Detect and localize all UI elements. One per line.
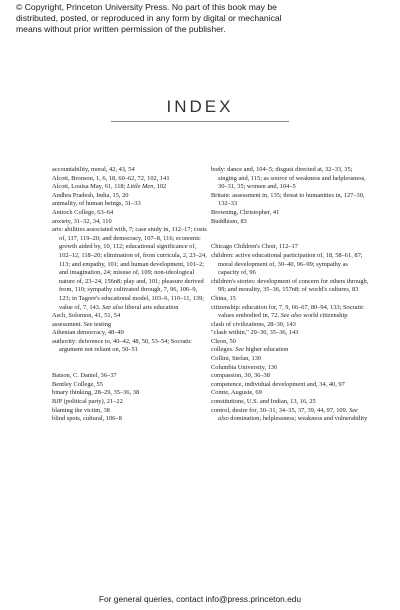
copyright-notice — [16, 2, 388, 35]
index-entry — [52, 175, 210, 184]
index-entry — [52, 209, 210, 218]
index-entry — [52, 192, 210, 201]
copyright-line-2: distributed, posted, or reproduced in any form by digital or mechanical — [16, 13, 282, 23]
index-entry-text: Antioch College, 63–64 — [52, 208, 114, 216]
index-entry — [52, 372, 210, 381]
index-entry-text: binary thinking, 28–29, 35–36, 38 — [52, 389, 140, 397]
index-entry — [52, 200, 210, 209]
index-entry — [52, 321, 210, 330]
index-entry-text: higher education — [244, 346, 289, 354]
index-entry-text: colleges. — [211, 346, 236, 354]
index-entry-text: constitutions, U.S. and Indian, 13, 16, 25 — [211, 398, 316, 406]
index-entry — [211, 252, 369, 278]
index-entry-text: authority: deference to, 40–42, 48, 50, 53–54; Socratic argument not reliant on, 50–51 — [52, 337, 192, 354]
index-entry — [211, 381, 369, 390]
index-entry — [211, 338, 369, 347]
index-entry — [211, 295, 369, 304]
index-entry-text: children: active educational participation of, 18, 58–61, 87; moral development of, 30–40, 96–99; sympathy as capacity of, 96 — [211, 251, 363, 277]
index-entry-text: China, 15 — [211, 294, 236, 302]
index-entry-text: compassion, 30, 36–38 — [211, 372, 270, 380]
title-rule — [111, 121, 289, 122]
index-entry-text: Collini, Stefan, 130 — [211, 355, 262, 363]
index-section-gap — [211, 226, 369, 243]
page-title: INDEX — [166, 97, 234, 116]
index-entry — [211, 407, 369, 424]
index-entry-text: arts: abilities associated with, 7; case study in, 112–17; costs of, 117, 119–20; and democracy, 107–8, 116; economic growth aided by, 10, 112; educational significance of, 102–12, 118–20; elimination of, from curricula, 2, 23–24, 113; and empathy, 101; and human development, 101–2; and imagination, 24; misuse of, 109; non-ideological nature of, 23–24, 156n8; play and, 101; pleasure derived from, 110; sympathy cultivated through, 7, 96, 106–9, 123; in Tagore's educational model, 103–6, 110–11, 139; value of, 7, 143. — [52, 226, 207, 311]
index-entry — [52, 312, 210, 321]
index-entry-italic: See — [83, 320, 93, 328]
index-entry — [211, 321, 369, 330]
index-entry-text: assessment. — [52, 320, 84, 328]
index-entry — [52, 389, 210, 398]
index-entry-text: body: dance and, 104–5; disgust directed at, 32–33, 35; singing and, 115; as source of weakness and helplessness, 30–31, 35; women and, 104–5 — [211, 166, 366, 191]
footer-contact: For general queries, contact info@press.princeton.edu — [98, 594, 302, 604]
index-entry-text: Batson, C. Daniel, 36–37 — [52, 372, 117, 380]
index-entry — [52, 381, 210, 390]
index-entry-italic: See also — [102, 303, 124, 311]
index-entry-text: , 102 — [153, 183, 167, 191]
index-entry — [211, 304, 369, 321]
index-entry-italic: See also — [280, 312, 302, 320]
index-entry-text: blind spots, cultural, 106–8 — [52, 415, 122, 423]
index-entry — [52, 166, 210, 175]
index-entry-text: Alcott, Bronson, 1, 6, 18, 60–62, 72, 102, 141 — [52, 174, 170, 182]
index-entry-text: children's stories: development of concern for others through, 99; and morality, 35–36, 157n8; of world's cultures, 83 — [211, 277, 369, 294]
index-entry-italic: See — [235, 346, 245, 354]
index-entry — [52, 329, 210, 338]
index-entry-text: Athenian democracy, 48–49 — [52, 329, 124, 337]
index-entry-text: Browning, Christopher, 41 — [211, 208, 280, 216]
index-entry — [211, 278, 369, 295]
index-entry-text: Asch, Solomon, 41, 51, 54 — [52, 312, 121, 320]
index-entry — [52, 415, 210, 424]
index-entry-text: accountability, moral, 42, 43, 54 — [52, 166, 135, 173]
index-entry-text: Andhra Pradesh, India, 15, 20 — [52, 191, 129, 199]
index-entry-italic: See also — [218, 406, 358, 423]
index-entry — [211, 209, 369, 218]
index-entry-text: Columbia University, 136 — [211, 363, 278, 371]
index-entry-text: domination; helplessness; weakness and vulnerability — [228, 415, 368, 423]
index-entry — [211, 329, 369, 338]
copyright-line-1: © Copyright, Princeton University Press. No part of this book may be — [16, 2, 277, 12]
index-entry — [52, 183, 210, 192]
index-entry — [211, 166, 369, 192]
index-entry-text: citizenship: education for, 7, 9, 66–67, 80–94, 133; Socratic values embodied in, 72. — [211, 303, 364, 320]
index-entry — [52, 398, 210, 407]
index-entry-text: Buddhism, 83 — [211, 217, 247, 225]
index-column-left — [52, 166, 210, 424]
index-entry-text: animality, of human beings, 31–33 — [52, 200, 141, 208]
index-entry — [211, 355, 369, 364]
index-section-gap — [52, 355, 210, 372]
index-entry-text: BJP (political party), 21–22 — [52, 398, 123, 406]
index-column-right — [211, 166, 369, 424]
index-entry-text: blaming the victim, 38 — [52, 406, 110, 414]
index-entry — [211, 364, 369, 373]
index-entry-text: Comte, Auguste, 69 — [211, 389, 262, 397]
index-entry-text: world citizenship — [301, 312, 348, 320]
index-entry — [52, 218, 210, 227]
index-entry-text: liberal arts education — [123, 303, 179, 311]
index-entry-text: Bentley College, 55 — [52, 380, 103, 388]
index-entry-text: control, desire for, 30–31, 34–35, 37, 39, 44, 97, 109. — [211, 406, 350, 414]
index-entry — [211, 192, 369, 209]
index-entry-text: anxiety, 31–32, 34, 110 — [52, 217, 112, 225]
index-entry-text: competence, individual development and, 34, 40, 97 — [211, 380, 345, 388]
index-entry-text: "clash within," 29–30, 35–36, 143 — [211, 329, 299, 337]
index-entry-text: Cleon, 50 — [211, 337, 236, 345]
index-entry — [211, 346, 369, 355]
index-entry-italic: Little Men — [126, 183, 154, 191]
index-entry — [52, 338, 210, 355]
index-entry-text: testing — [92, 320, 112, 328]
index-entry — [211, 372, 369, 381]
index-entry — [211, 389, 369, 398]
index-entry — [211, 398, 369, 407]
index-entry — [211, 218, 369, 227]
index-entry — [211, 243, 369, 252]
index-entry-text: clash of civilizations, 28–30, 143 — [211, 320, 296, 328]
index-entry-text: Britain: assessment in, 135; threat to humanities in, 127–30, 132–33 — [211, 191, 365, 208]
index-entry-text: Chicago Children's Choir, 112–17 — [211, 243, 298, 251]
index-entry — [52, 226, 210, 312]
index-entry — [52, 407, 210, 416]
copyright-line-3: means without prior written permission of the publisher. — [16, 24, 226, 34]
index-entry-text: Alcott, Louisa May, 61, 118; — [52, 183, 127, 191]
